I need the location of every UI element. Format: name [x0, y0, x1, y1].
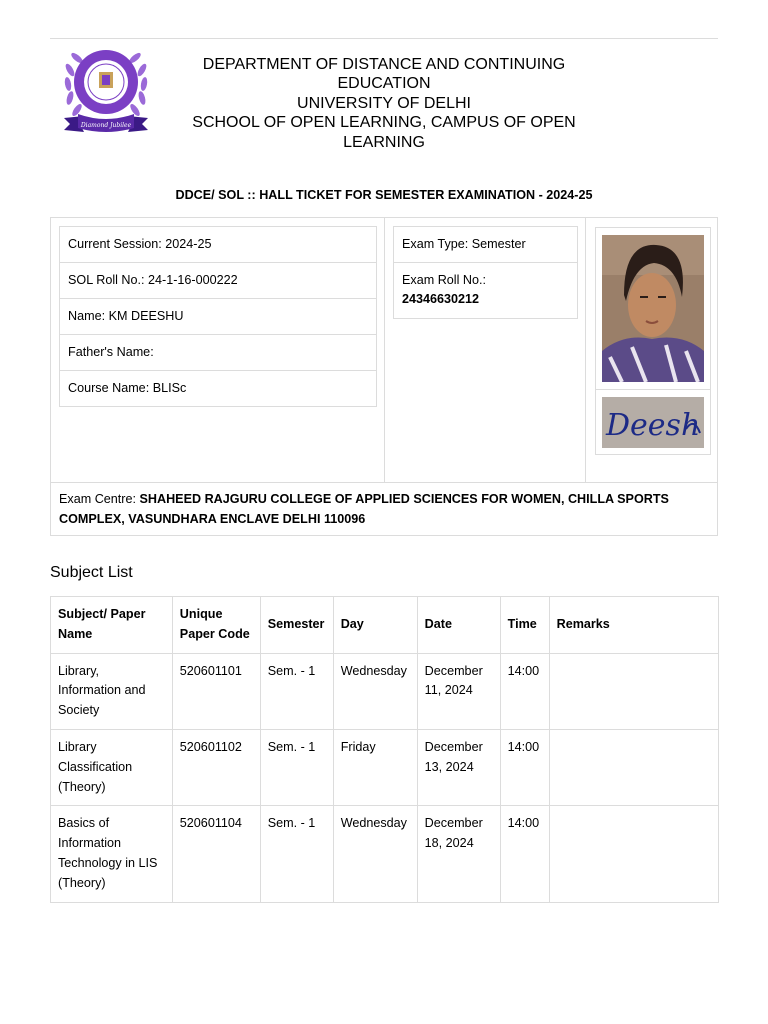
time-cell: 14:00	[500, 806, 549, 902]
row-divider	[51, 482, 717, 483]
logo-motto: Diamond Jubilee	[80, 122, 132, 129]
column-divider	[585, 218, 586, 482]
course-name-field: Course Name: BLISc	[59, 370, 377, 407]
signature-text: Deesh	[606, 408, 701, 443]
time-cell: 14:00	[500, 653, 549, 729]
column-header-time: Time	[500, 597, 549, 654]
column-header-remarks: Remarks	[549, 597, 718, 654]
subject-list-title: Subject List	[50, 564, 133, 581]
university-logo	[58, 44, 154, 136]
school-line: SCHOOL OF OPEN LEARNING, CAMPUS OF OPEN LEARNING	[192, 114, 576, 151]
paper-code-cell: 520601104	[172, 806, 260, 902]
exam-roll-field	[393, 262, 578, 319]
day-cell: Wednesday	[333, 806, 417, 902]
subject-cell: Library, Information and Society	[51, 653, 173, 729]
sol-roll-field: SOL Roll No.: 24-1-16-000222	[59, 262, 377, 299]
student-name-field: Name: KM DEESHU	[59, 298, 377, 335]
table-row	[51, 806, 719, 902]
semester-cell: Sem. - 1	[260, 806, 333, 902]
photo-signature-box	[595, 227, 711, 455]
column-header-date: Date	[417, 597, 500, 654]
top-divider	[50, 38, 718, 39]
hall-ticket-title: DDCE/ SOL :: HALL TICKET FOR SEMESTER EXAMINATION - 2024-25	[175, 188, 593, 202]
student-signature	[602, 397, 704, 448]
column-header-subject: Subject/ Paper Name	[51, 597, 173, 654]
date-cell: December 18, 2024	[417, 806, 500, 902]
time-cell: 14:00	[500, 729, 549, 805]
exam-roll-value: 24346630212	[402, 292, 480, 306]
subject-cell: Basics of Information Technology in LIS (Theory)	[51, 806, 173, 902]
paper-code-cell: 520601101	[172, 653, 260, 729]
exam-centre-label: Exam Centre:	[59, 492, 140, 506]
column-divider	[384, 218, 385, 482]
paper-code-cell: 520601102	[172, 729, 260, 805]
table-header-row	[51, 597, 719, 654]
university-line: UNIVERSITY OF DELHI	[297, 94, 471, 112]
exam-type-field: Exam Type: Semester	[393, 226, 578, 263]
signature-divider	[596, 389, 710, 390]
student-photo	[602, 235, 704, 382]
current-session-field: Current Session: 2024-25	[59, 226, 377, 263]
subject-cell: Library Classification (Theory)	[51, 729, 173, 805]
semester-cell: Sem. - 1	[260, 729, 333, 805]
exam-centre-value: SHAHEED RAJGURU COLLEGE OF APPLIED SCIENCES FOR WOMEN, CHILLA SPORTS COMPLEX, VASUNDHARA ENCLAVE DELHI 110096	[59, 492, 669, 526]
column-header-paper-code: Unique Paper Code	[172, 597, 260, 654]
remarks-cell	[549, 653, 718, 729]
day-cell: Friday	[333, 729, 417, 805]
student-info-panel	[50, 217, 718, 536]
semester-cell: Sem. - 1	[260, 653, 333, 729]
department-heading	[184, 55, 584, 152]
table-row	[51, 653, 719, 729]
day-cell: Wednesday	[333, 653, 417, 729]
remarks-cell	[549, 806, 718, 902]
date-cell: December 11, 2024	[417, 653, 500, 729]
table-row	[51, 729, 719, 805]
date-cell: December 13, 2024	[417, 729, 500, 805]
department-line: DEPARTMENT OF DISTANCE AND CONTINUING EDUCATION	[202, 56, 566, 93]
subject-table	[50, 596, 719, 903]
exam-roll-label: Exam Roll No.:	[402, 273, 486, 287]
column-header-semester: Semester	[260, 597, 333, 654]
father-name-field: Father's Name:	[59, 334, 377, 371]
remarks-cell	[549, 729, 718, 805]
exam-centre	[59, 489, 709, 529]
column-header-day: Day	[333, 597, 417, 654]
